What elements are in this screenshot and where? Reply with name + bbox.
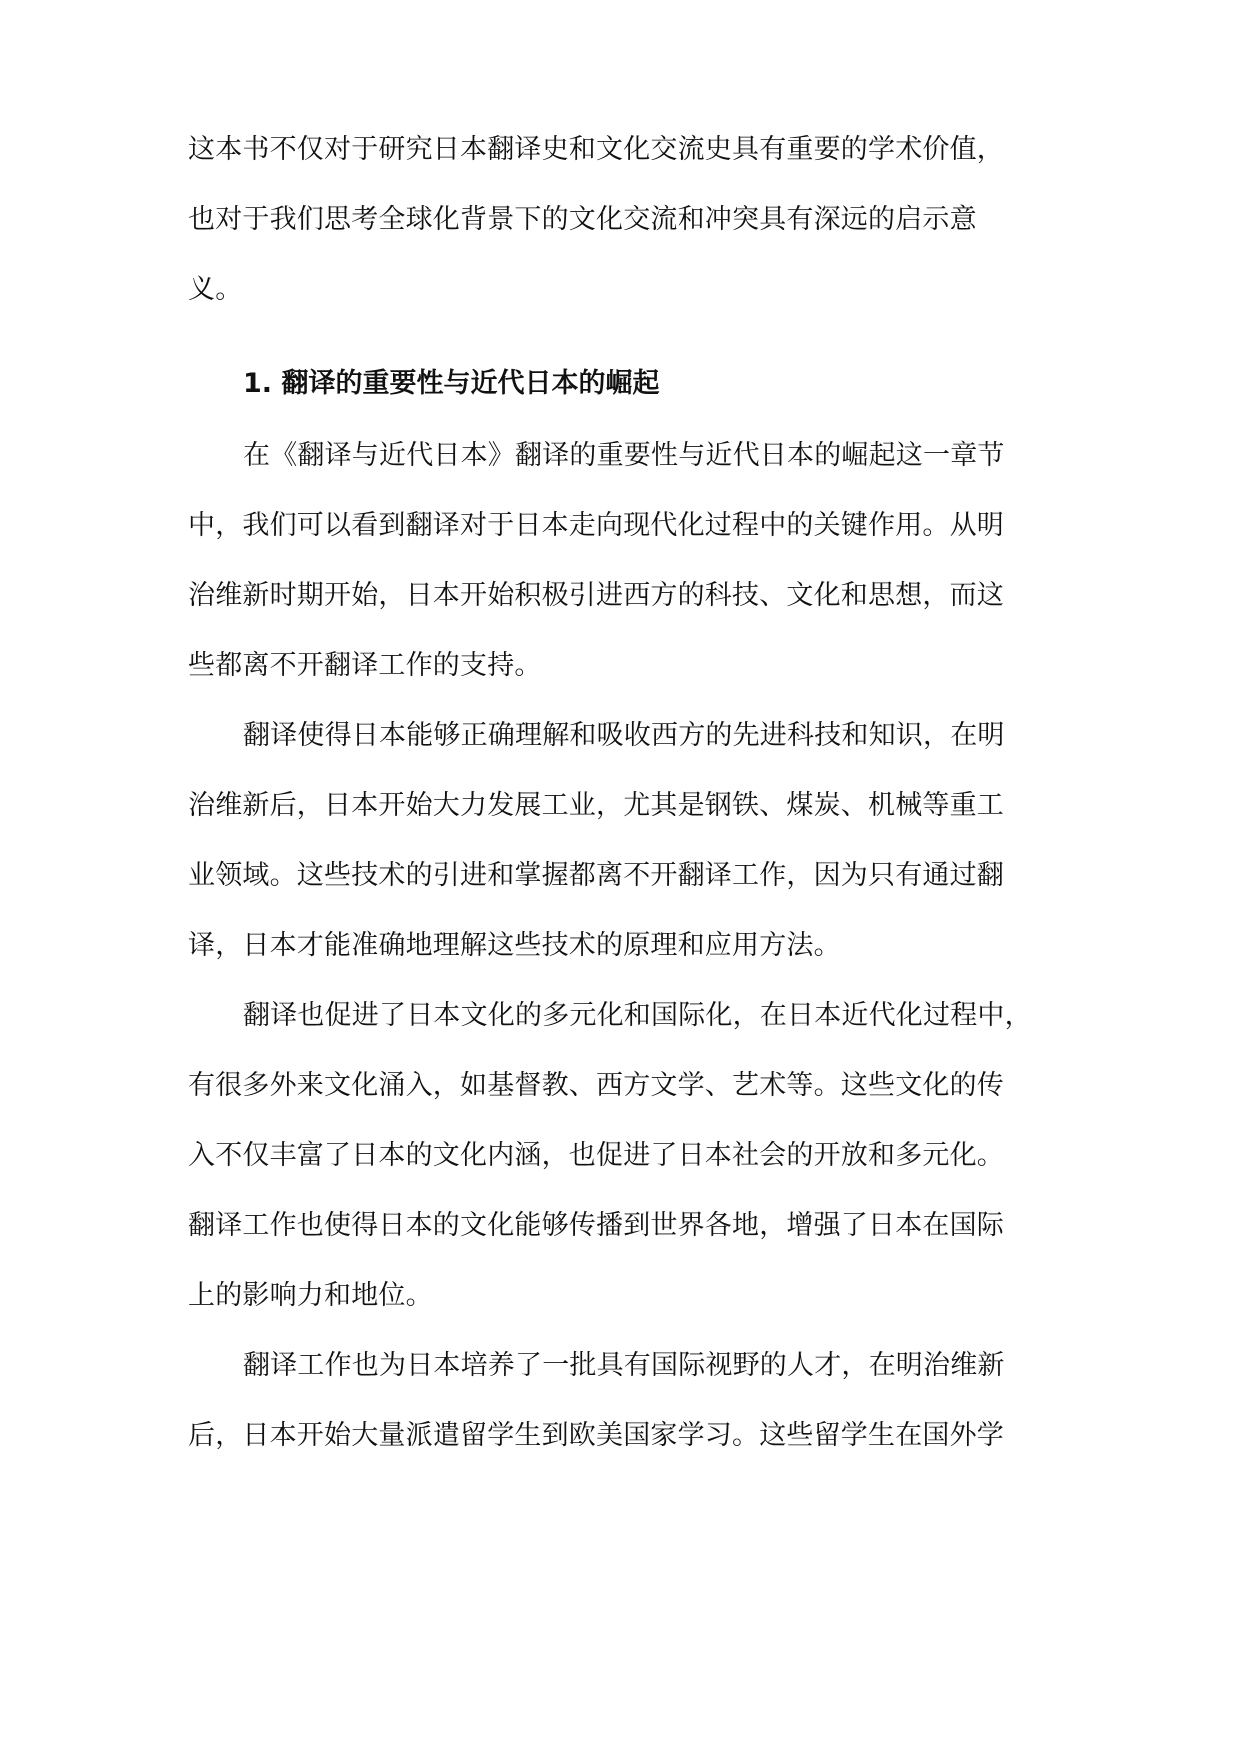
paragraph-1-line-1: 在《翻译与近代日本》翻译的重要性与近代日本的崛起这一章节	[243, 440, 1005, 471]
paragraph-2-line-2: 治维新后，日本开始大力发展工业，尤其是钢铁、煤炭、机械等重工	[188, 790, 1004, 821]
paragraph-2-line-1: 翻译使得日本能够正确理解和吸收西方的先进科技和知识，在明	[243, 720, 1005, 751]
paragraph-2-line-3: 业领域。这些技术的引进和掌握都离不开翻译工作，因为只有通过翻	[188, 860, 1004, 891]
paragraph-3-line-2: 有很多外来文化涌入，如基督教、西方文学、艺术等。这些文化的传	[188, 1070, 1004, 1101]
paragraph-3-line-5: 上的影响力和地位。	[188, 1280, 433, 1311]
paragraph-3-line-1: 翻译也促进了日本文化的多元化和国际化，在日本近代化过程中，	[243, 1000, 1032, 1031]
paragraph-1-line-2: 中，我们可以看到翻译对于日本走向现代化过程中的关键作用。从明	[188, 510, 1004, 541]
intro-line-2: 也对于我们思考全球化背景下的文化交流和冲突具有深远的启示意	[188, 204, 977, 235]
paragraph-1-line-3: 治维新时期开始，日本开始积极引进西方的科技、文化和思想，而这	[188, 580, 1004, 611]
intro-line-3: 义。	[188, 274, 243, 305]
section-heading: 1. 翻译的重要性与近代日本的崛起	[243, 368, 660, 399]
paragraph-4-line-1: 翻译工作也为日本培养了一批具有国际视野的人才，在明治维新	[243, 1350, 1005, 1381]
paragraph-3-line-3: 入不仅丰富了日本的文化内涵，也促进了日本社会的开放和多元化。	[188, 1140, 1004, 1171]
paragraph-4-line-2: 后，日本开始大量派遣留学生到欧美国家学习。这些留学生在国外学	[188, 1420, 1004, 1451]
paragraph-1-line-4: 些都离不开翻译工作的支持。	[188, 650, 542, 681]
paragraph-2-line-4: 译，日本才能准确地理解这些技术的原理和应用方法。	[188, 930, 841, 961]
intro-line-1: 这本书不仅对于研究日本翻译史和文化交流史具有重要的学术价值，	[188, 134, 1004, 165]
paragraph-3-line-4: 翻译工作也使得日本的文化能够传播到世界各地，增强了日本在国际	[188, 1210, 1004, 1241]
